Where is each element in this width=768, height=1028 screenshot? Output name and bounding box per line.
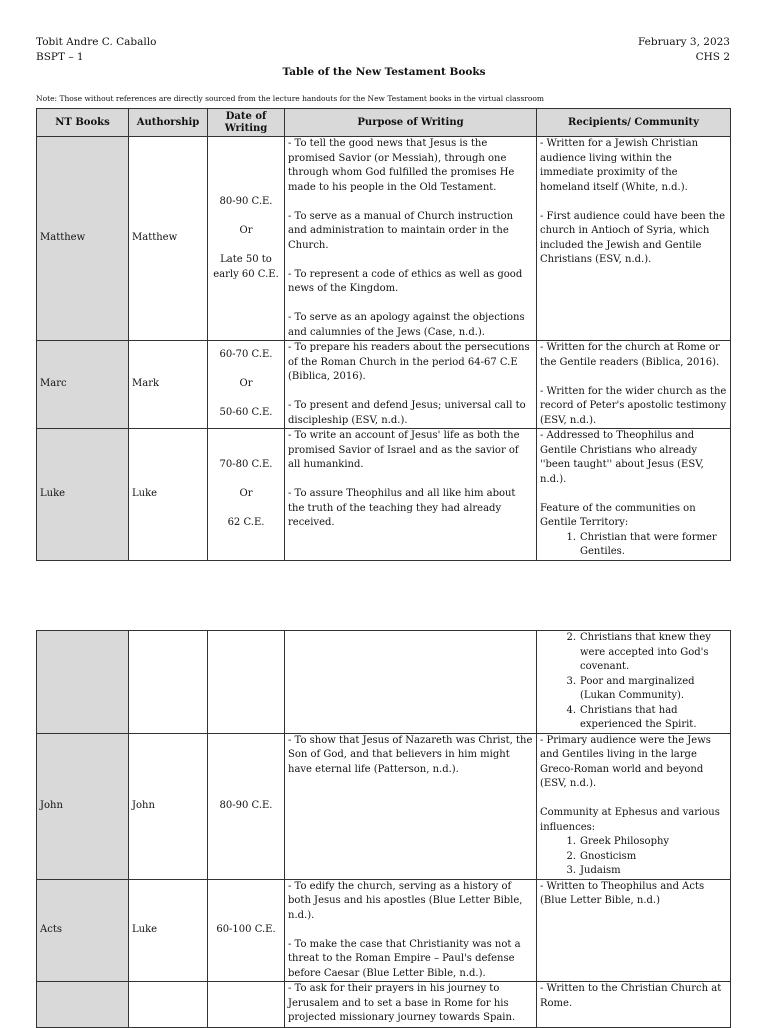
table-row xyxy=(37,879,731,982)
date-cell xyxy=(208,429,285,561)
authorship-cell xyxy=(129,982,208,1028)
list-item-text: Christians that had experienced the Spirit. xyxy=(580,704,697,730)
course-info xyxy=(638,35,730,65)
date-line: 80-90 C.E. xyxy=(219,799,273,811)
list-item-number: 3. xyxy=(566,675,576,687)
purpose-paragraph: - To prepare his readers about the persecutions of the Roman Church in the period 64-67 C.E (Biblica, 2016). xyxy=(288,342,530,382)
recipients-cell xyxy=(537,341,731,429)
student-section: BSPT – 1 xyxy=(36,51,84,63)
list-item xyxy=(540,864,727,879)
column-header: Date of Writing xyxy=(208,109,285,137)
table-row xyxy=(37,733,731,879)
recipients-cell xyxy=(537,879,731,982)
column-header: Purpose of Writing xyxy=(285,109,537,137)
purpose-cell xyxy=(285,879,537,982)
date-cell xyxy=(208,982,285,1028)
date-line: 60-100 C.E. xyxy=(216,924,276,935)
list-item-number: 2. xyxy=(566,632,576,643)
recipients-paragraph: Feature of the communities on Gentile Territory: xyxy=(540,502,696,528)
recipients-cell xyxy=(537,631,731,734)
date-line: Or xyxy=(239,225,253,236)
book-name-cell xyxy=(37,982,129,1028)
date-line: 80-90 C.E. xyxy=(219,196,273,207)
book-name-cell: Acts xyxy=(37,879,129,982)
purpose-cell xyxy=(285,429,537,561)
page-title: Table of the New Testament Books xyxy=(282,66,486,78)
list-item-number: 4. xyxy=(566,704,576,716)
recipients-paragraph: - Written for a Jewish Christian audience living within the immediate proximity of the homeland itself (White, n.d.). xyxy=(540,138,699,193)
list-item-number: 1. xyxy=(566,836,576,847)
date-line: 70-80 C.E. xyxy=(219,459,273,470)
purpose-cell xyxy=(285,982,537,1028)
nt-books-table-page-2 xyxy=(36,630,731,1028)
community-feature-list xyxy=(540,631,727,733)
list-item-text: Christian that were former Gentiles. xyxy=(580,531,717,557)
table-row xyxy=(37,631,731,734)
document-date: February 3, 2023 xyxy=(637,36,730,48)
date-cell xyxy=(208,631,285,734)
list-item xyxy=(540,531,727,560)
authorship-cell xyxy=(129,631,208,734)
recipients-paragraph: - Written to Theophilus and Acts (Blue Letter Bible, n.d.) xyxy=(540,880,705,906)
purpose-paragraph: - To make the case that Christianity was not a threat to the Roman Empire – Paul's defense before Caesar (Blue Letter Bible, n.d.). xyxy=(288,938,521,979)
list-item-number: 2. xyxy=(566,850,576,862)
recipients-paragraph: - Primary audience were the Jews and Gentiles living in the large Greco-Roman world and beyond (ESV, n.d.). xyxy=(540,734,711,789)
purpose-paragraph: - To show that Jesus of Nazareth was Christ, the Son of God, and that believers in him might have eternal life (Patterson, n.d.). xyxy=(288,734,533,775)
recipients-paragraph: Community at Ephesus and various influences: xyxy=(540,807,720,833)
list-item-text: Christians that knew they were accepted into God's covenant. xyxy=(580,632,711,672)
list-item xyxy=(540,835,727,850)
book-name-cell: Luke xyxy=(37,429,129,561)
purpose-paragraph: - To edify the church, serving as a history of both Jesus and his apostles (Blue Letter Bible, n.d.). xyxy=(288,880,523,921)
authorship-cell: John xyxy=(129,733,208,879)
recipients-cell xyxy=(537,982,731,1028)
authorship-cell: Matthew xyxy=(129,137,208,341)
book-name-cell: John xyxy=(37,733,129,879)
list-item-text: Judaism xyxy=(580,865,621,876)
date-line: 62 C.E. xyxy=(227,517,265,528)
purpose-paragraph: - To represent a code of ethics as well as good news of the Kingdom. xyxy=(288,268,523,294)
list-item-text: Gnosticism xyxy=(580,850,637,862)
purpose-cell xyxy=(285,631,537,734)
authorship-cell: Luke xyxy=(129,429,208,561)
date-cell xyxy=(208,733,285,879)
table-row xyxy=(37,341,731,429)
course-code: CHS 2 xyxy=(695,51,730,63)
date-line: 50-60 C.E. xyxy=(219,407,273,419)
date-line: Or xyxy=(239,488,253,499)
book-name-cell: Marc xyxy=(37,341,129,429)
recipients-cell xyxy=(537,137,731,341)
date-cell xyxy=(208,879,285,982)
list-item xyxy=(540,704,727,733)
purpose-paragraph: - To ask for their prayers in his journey to Jerusalem and to set a base in Rome for his projected missionary journey towards Spain. xyxy=(288,983,516,1023)
recipients-cell xyxy=(537,429,731,561)
list-item-number: 3. xyxy=(566,865,576,876)
recipients-paragraph: - Written for the church at Rome or the Gentile readers (Biblica, 2016). xyxy=(540,342,720,368)
community-feature-list xyxy=(540,531,727,560)
purpose-paragraph: - To tell the good news that Jesus is the promised Savior (or Messiah), through one through whom God fulfilled the promises He made to his people in the Old Testament. xyxy=(288,138,515,193)
recipients-cell xyxy=(537,733,731,879)
date-line: 60-70 C.E. xyxy=(219,349,273,361)
authorship-cell: Luke xyxy=(129,879,208,982)
date-cell xyxy=(208,341,285,429)
purpose-paragraph: - To write an account of Jesus' life as both the promised Savior of Israel and as the savior of all humankind. xyxy=(288,430,520,470)
list-item-text: Greek Philosophy xyxy=(580,836,670,847)
purpose-paragraph: - To assure Theophilus and all like him about the truth of the teaching they had already received. xyxy=(288,488,516,528)
student-name: Tobit Andre C. Caballo xyxy=(36,36,157,48)
recipients-paragraph: - Written to the Christian Church at Rome. xyxy=(540,983,722,1009)
purpose-paragraph: - To serve as an apology against the objections and calumnies of the Jews (Case, n.d.). xyxy=(288,312,525,338)
nt-books-table-page-1 xyxy=(36,108,731,561)
list-item xyxy=(540,675,727,704)
source-note: Note: Those without references are directly sourced from the lecture handouts for the New Testament books in the virtual classroom xyxy=(36,94,545,103)
table-header-row xyxy=(37,109,731,137)
purpose-paragraph: - To present and defend Jesus; universal call to discipleship (ESV, n.d.). xyxy=(288,400,526,426)
table-row xyxy=(37,982,731,1028)
column-header: Recipients/ Community xyxy=(537,109,731,137)
purpose-cell xyxy=(285,341,537,429)
purpose-cell xyxy=(285,137,537,341)
purpose-cell xyxy=(285,733,537,879)
table-row xyxy=(37,137,731,341)
table-row xyxy=(37,429,731,561)
date-line: Late 50 to early 60 C.E. xyxy=(213,254,279,280)
list-item-number: 1. xyxy=(566,531,576,543)
book-name-cell xyxy=(37,631,129,734)
column-header: NT Books xyxy=(37,109,129,137)
date-line: Or xyxy=(239,378,253,390)
recipients-paragraph: - Written for the wider church as the record of Peter's apostolic testimony (ESV, n.d.). xyxy=(540,385,727,426)
purpose-paragraph: - To serve as a manual of Church instruction and administration to maintain order in the Church. xyxy=(288,210,514,251)
author-info xyxy=(36,35,156,65)
recipients-paragraph: - Addressed to Theophilus and Gentile Christians who already ''been taught'' about Jesus (ESV, n.d.). xyxy=(540,430,704,485)
column-header: Authorship xyxy=(129,109,208,137)
date-cell xyxy=(208,137,285,341)
community-feature-list xyxy=(540,835,727,879)
authorship-cell: Mark xyxy=(129,341,208,429)
recipients-paragraph: - First audience could have been the church in Antioch of Syria, which included the Jewish and Gentile Christians (ESV, n.d.). xyxy=(540,210,726,265)
book-name-cell: Matthew xyxy=(37,137,129,341)
list-item xyxy=(540,631,727,675)
list-item xyxy=(540,850,727,865)
list-item-text: Poor and marginalized (Lukan Community). xyxy=(580,675,695,701)
